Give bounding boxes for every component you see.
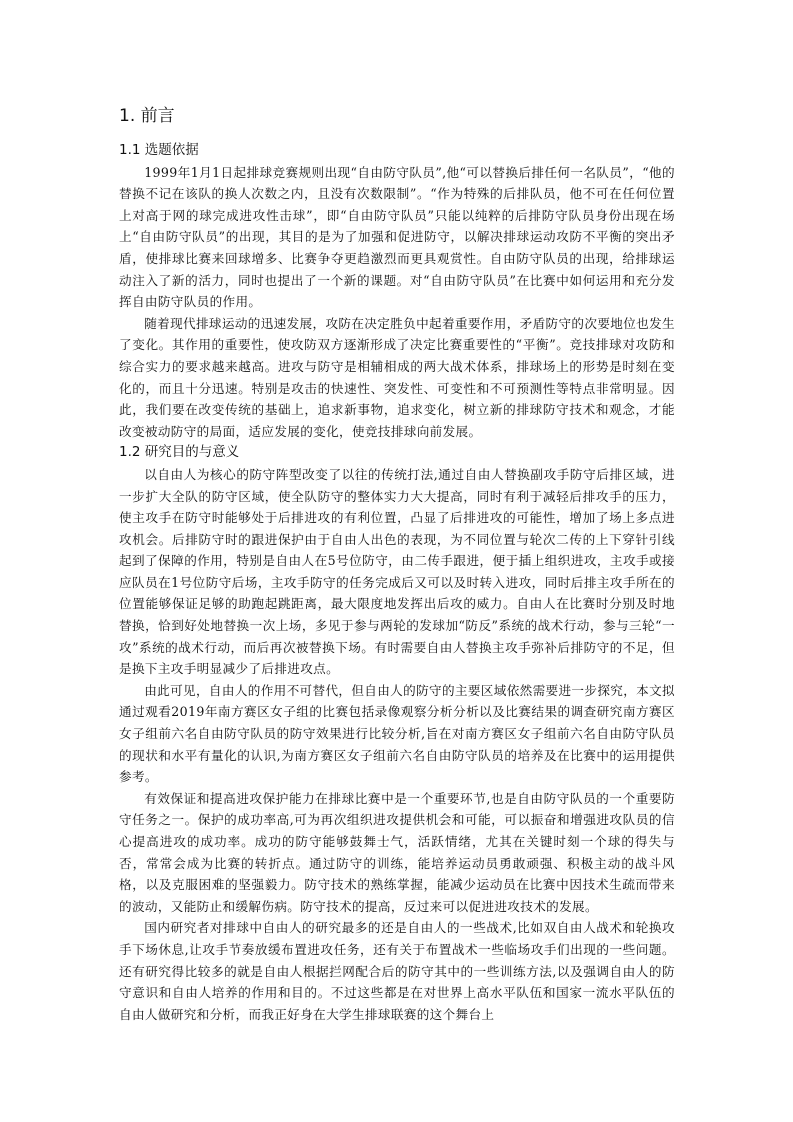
document-body <box>119 104 675 1025</box>
paragraph: 由此可见，自由人的作用不可替代，但自由人的防守的主要区域依然需要进一步探究，本文拟通过观看2019年南方赛区女子组的比赛包括录像观察分析分析以及比赛结果的调查研究南方赛区女子组前六名自由防守队员的防守效果进行比较分析,旨在对南方赛区女子组前六名自由防守队员的现状和水平有量化的认识,为南方赛区女子组前六名自由防守队员的培养及在比赛中的运用提供参考。 <box>119 682 675 785</box>
paragraph: 国内研究者对排球中自由人的研究最多的还是自由人的一些战术,比如双自由人战术和轮换攻手下场休息,让攻手节奏放缓布置进攻任务，还有关于布置战术一些临场攻手们出现的一些问题。还有研究得比较多的就是自由人根据拦网配合后的防守其中的一些训练方法,以及强调自由人的防守意识和自由人培养的作用和目的。不过这些都是在对世界上高水平队伍和国家一流水平队伍的自由人做研究和分析，而我正好身在大学生排球联赛的这个舞台上 <box>119 920 675 1022</box>
section-heading-1-1: 1.1 选题依据 <box>119 142 199 158</box>
paragraph: 1999年1月1日起排球竞赛规则出现“自由防守队员”,他“可以替换后排任何一名队员”，“他的替换不记在该队的换人次数之内，且没有次数限制”。“作为特殊的后排队员，他不可在任何位置上对高于网的球完成进攻性击球”，即“自由防守队员”只能以纯粹的后排防守队员身份出现在场上“自由防守队员”的出现，其目的是为了加强和促进防守，以解决排球运动攻防不平衡的突出矛盾，使排球比赛来回球增多、比赛争夺更趋激烈而更具观赏性。自由防守队员的出现，给排球运动注入了新的活力，同时也提出了一个新的课题。对“自由防守队员”在比赛中如何运用和充分发挥自由防守队员的作用。 <box>119 164 675 310</box>
paragraph: 随着现代排球运动的迅速发展，攻防在决定胜负中起着重要作用，矛盾防守的次要地位也发生了变化。其作用的重要性，使攻防双方逐渐形成了决定比赛重要性的“平衡”。竞技排球对攻防和综合实力的要求越来越高。进攻与防守是相辅相成的两大战术体系，排球场上的形势是时刻在变化的，而且十分迅速。特别是攻击的快速性、突发性、可变性和不可预测性等特点非常明显。因此，我们要在改变传统的基础上，追求新事物，追求变化，树立新的排球防守技术和观念，才能改变被动防守的局面，适应发展的变化，使竞技排球向前发展。 <box>119 315 675 439</box>
paragraph: 有效保证和提高进攻保护能力在排球比赛中是一个重要环节,也是自由防守队员的一个重要防守任务之一。保护的成功率高,可为再次组织进攻提供机会和可能，可以振奋和增强进攻队员的信心提高进攻的成功率。成功的防守能够鼓舞士气，活跃情绪，尤其在关键时刻一个球的得失与否，常常会成为比赛的转折点。通过防守的训练，能培养运动员勇敢顽强、积极主动的战斗风格，以及克服困难的坚强毅力。防守技术的熟练掌握，能减少运动员在比赛中因技术生疏而带来的波动，又能防止和缓解伤病。防守技术的提高，反过来可以促进进攻技术的发展。 <box>119 790 675 914</box>
section-heading-1-2: 1.2 研究目的与意义 <box>119 444 240 461</box>
paragraph: 以自由人为核心的防守阵型改变了以往的传统打法,通过自由人替换副攻手防守后排区域，进一步扩大全队的防守区域，使全队防守的整体实力大大提高，同时有利于减轻后排攻手的压力，使主攻手在防守时能够处于后排进攻的有利位置，凸显了后排进攻的可能性，增加了场上多点进攻机会。后排防守时的跟进保护由于自由人出色的表现，为不同位置与轮次二传的上下穿针引线起到了保障的作用，特别是自由人在5号位防守，由二传手跟进，便于插上组织进攻，主攻手或接应队员在1号位防守后场，主攻手防守的任务完成后又可以及时转入进攻，同时后排主攻手所在的位置能够保证足够的助跑起跳距离，最大限度地发挥出后攻的威力。自由人在比赛时分别及时地替换，恰到好处地替换一次上场，多见于参与两轮的发球加“防反”系统的战术行动，参与三轮“一攻”系统的战术行动，而后再次被替换下场。有时需要自由人替换主攻手弥补后排防守的不足，但是换下主攻手明显减少了后排进攻点。 <box>119 466 675 677</box>
chapter-heading: 1. 前言 <box>119 106 175 126</box>
